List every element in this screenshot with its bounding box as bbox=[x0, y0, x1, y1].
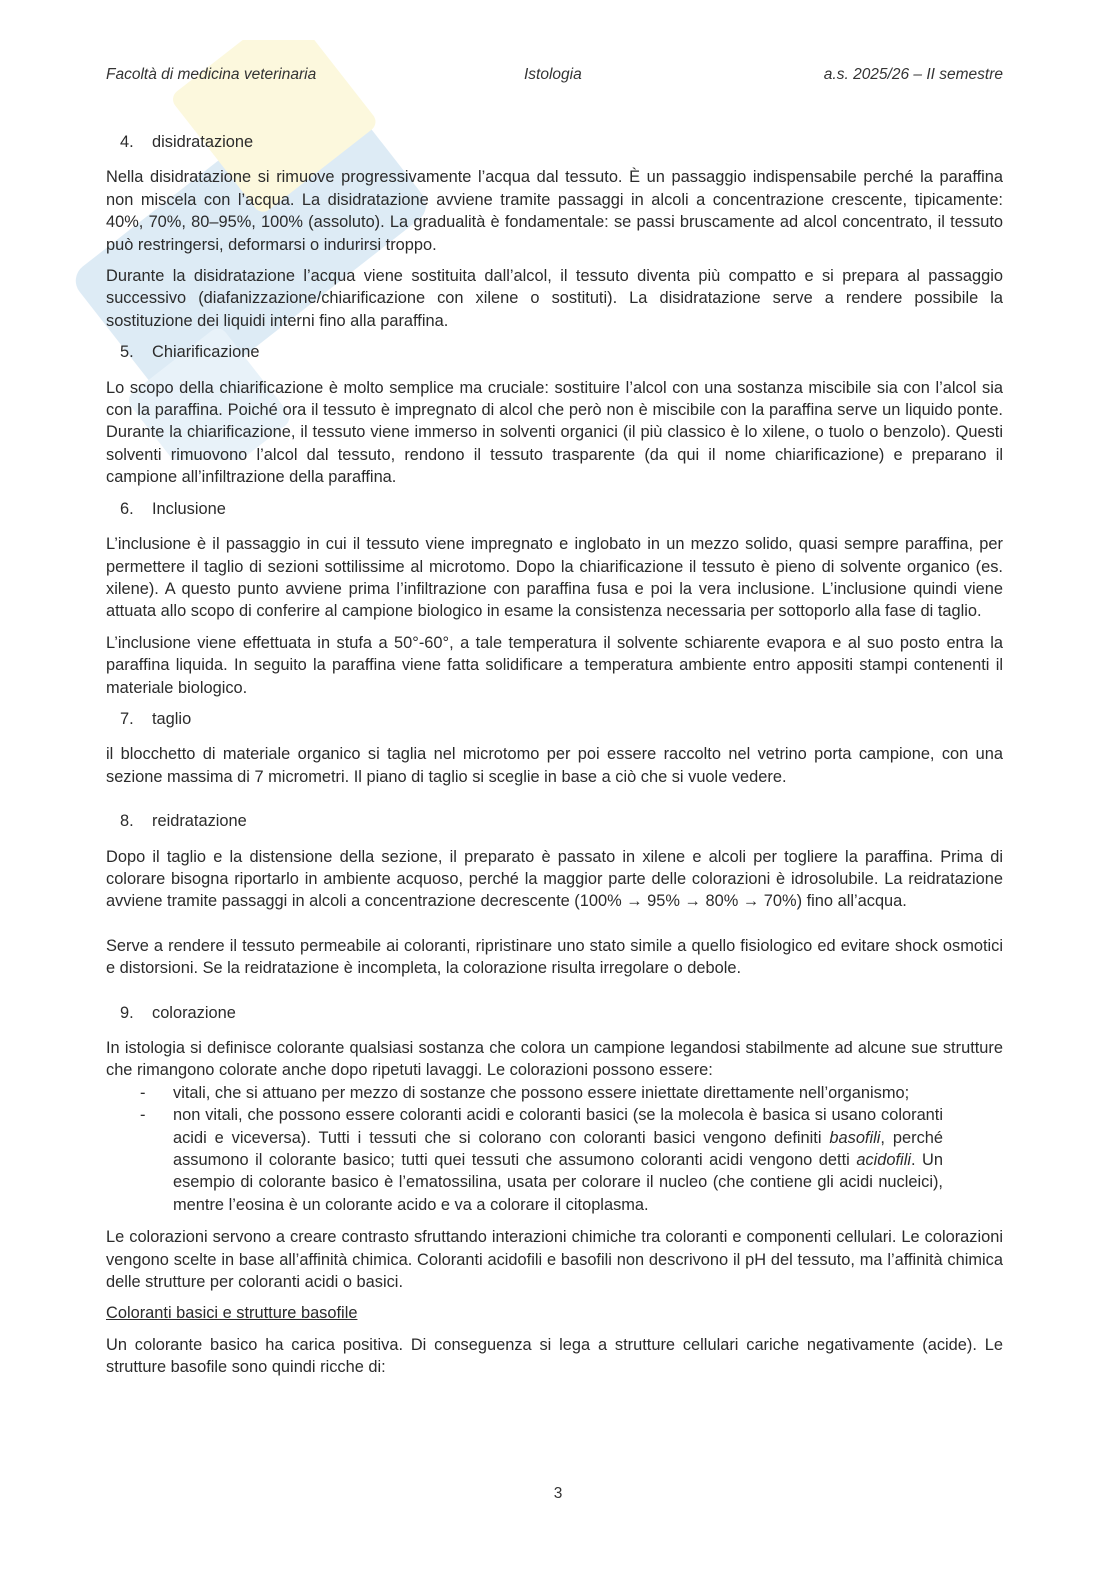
paragraph: il blocchetto di materiale organico si taglia nel microtomo per poi essere raccolto nel vetrino porta campione, con una sezione massima di 7 micrometri. Il piano di taglio si sceglie in base a ciò che si vuole vedere. bbox=[106, 745, 1003, 786]
term-acidofili: acidofili bbox=[856, 1151, 911, 1170]
bullet-dash: - bbox=[140, 1106, 146, 1125]
section-heading bbox=[106, 708, 1003, 730]
paragraph: Lo scopo della chiarificazione è molto semplice ma cruciale: sostituire l’alcol con una sostanza miscibile sia con l’alcol sia con la paraffina. Poiché ora il tessuto è impregnato di alcol che però non è miscibile con la paraffina serve un liquido ponte. Durante la chiarificazione, il tessuto viene immerso in solventi organici (il più classico è lo xilene, o tuolo o benzolo). Questi solventi rimuovono l’alcol dal tessuto, rendono il tessuto trasparente (da qui il nome chiarificazione) e preparano il campione all’infiltrazione della paraffina. bbox=[106, 378, 1003, 487]
document-body bbox=[106, 131, 1003, 1388]
section-number: 7. bbox=[120, 709, 134, 728]
section-heading bbox=[106, 1002, 1003, 1024]
header-faculty: Facoltà di medicina veterinaria bbox=[106, 66, 317, 83]
section-heading bbox=[106, 131, 1003, 153]
section-number: 5. bbox=[120, 343, 134, 362]
header-semester: a.s. 2025/26 – II semestre bbox=[823, 66, 1003, 83]
section-number: 9. bbox=[120, 1003, 134, 1022]
paragraph: L’inclusione viene effettuata in stufa a 50°-60°, a tale temperatura il solvente schiarente evapora e al suo posto entra la paraffina liquida. In seguito la paraffina viene fatta solidificare a temperatura ambiente entro appositi stampi contenenti il materiale biologico. bbox=[106, 633, 1003, 697]
paragraph: Dopo il taglio e la distensione della sezione, il preparato è passato in xilene e alcoli per togliere la paraffina. Prima di colorare bisogna riportarlo in ambiente acquoso, perché la maggior parte delle colorazioni è idrosolubile. La reidratazione avviene tramite passaggi in alcoli a concentrazione decrescente (100% → 95% → 80% → 70%) fino all’acqua. bbox=[106, 847, 1003, 911]
header-course: Istologia bbox=[524, 66, 582, 83]
section-title: colorazione bbox=[152, 1003, 236, 1022]
section-heading bbox=[106, 341, 1003, 363]
bullet-dash: - bbox=[140, 1083, 146, 1102]
page-header bbox=[106, 66, 1003, 88]
paragraph: Nella disidratazione si rimuove progressivamente l’acqua dal tessuto. È un passaggio indispensabile perché la paraffina non miscela con l’acqua. La disidratazione avviene tramite passaggi in alcoli a concentrazione crescente, tipicamente: 40%, 70%, 80–95%, 100% (assoluto). La gradualità è fondamentale: se passi bruscamente ad alcol concentrato, il tessuto può restringersi, deformarsi o indurirsi troppo. bbox=[106, 168, 1003, 254]
paragraph: In istologia si definisce colorante qualsiasi sostanza che colora un campione legandosi stabilmente ad alcune sue strutture che rimangono colorate anche dopo ripetuti lavaggi. Le colorazioni possono essere: bbox=[106, 1039, 1003, 1080]
section-title: taglio bbox=[152, 709, 192, 728]
section-title: Inclusione bbox=[152, 499, 226, 518]
page-number: 3 bbox=[553, 1485, 563, 1502]
section-title: Chiarificazione bbox=[152, 343, 260, 362]
list-item bbox=[106, 1104, 1003, 1216]
paragraph: Un colorante basico ha carica positiva. Di conseguenza si lega a strutture cellulari cariche negativamente (acide). Le strutture basofile sono quindi ricche di: bbox=[106, 1335, 1003, 1377]
section-heading bbox=[106, 498, 1003, 520]
term-basofili: basofili bbox=[829, 1128, 881, 1147]
section-number: 8. bbox=[120, 812, 134, 831]
section-title: reidratazione bbox=[152, 812, 247, 831]
section-heading bbox=[106, 810, 1003, 832]
section-number: 4. bbox=[120, 133, 134, 151]
paragraph: Le colorazioni servono a creare contrasto sfruttando interazioni chimiche tra coloranti e componenti cellulari. Le colorazioni vengono scelte in base all’affinità chimica. Coloranti acidofili e basofili non descrivono il pH del tessuto, ma l’affinità chimica delle strutture per coloranti acidi o basici. bbox=[106, 1228, 1003, 1292]
subheading: Coloranti basici e strutture basofile bbox=[106, 1304, 358, 1323]
paragraph: L’inclusione è il passaggio in cui il tessuto viene impregnato e inglobato in un mezzo solido, quasi sempre paraffina, per permettere il taglio di sezioni sottilissime al microtomo. Dopo la chiarificazione il tessuto è pieno di solvente organico (es. xilene). A questo punto avviene prima l’infiltrazione con paraffina fusa e poi la vera inclusione. L’inclusione quindi viene attuata allo scopo di conferire al campione biologico in esame la consistenza necessaria per sottoporlo alla fase di taglio. bbox=[106, 535, 1003, 621]
paragraph: Serve a rendere il tessuto permeabile ai coloranti, ripristinare uno stato simile a quello fisiologico ed evitare shock osmotici e distorsioni. Se la reidratazione è incompleta, la colorazione risulta irregolare o debole. bbox=[106, 936, 1003, 978]
bullet-text: non vitali, che possono essere coloranti acidi e coloranti basici (se la molecola è basica si usano coloranti acidi e viceversa). Tutti i tessuti che si colorano con coloranti basici vengono definiti basofili, perché assumono il colorante basico; tutti quei tessuti che assumono coloranti acidi vengono detti acidofili. Un esempio di colorante basico è l’ematossilina, usata per colorare il nucleo (che contiene gli acidi nucleici), mentre l’eosina è un colorante acido e va a colorare il citoplasma. bbox=[173, 1106, 944, 1214]
section-title: disidratazione bbox=[152, 133, 254, 151]
section-number: 6. bbox=[120, 499, 134, 518]
list-item bbox=[106, 1082, 1003, 1104]
bullet-list bbox=[106, 1082, 1003, 1216]
bullet-text: vitali, che si attuano per mezzo di sostanze che possono essere iniettate direttamente nell’organismo; bbox=[173, 1083, 910, 1102]
paragraph: Durante la disidratazione l’acqua viene sostituita dall’alcol, il tessuto diventa più compatto e si prepara al passaggio successivo (diafanizzazione/chiarificazione con xilene o sostituti). La disidratazione serve a rendere possibile la sostituzione dei liquidi interni fino alla paraffina. bbox=[106, 267, 1003, 330]
